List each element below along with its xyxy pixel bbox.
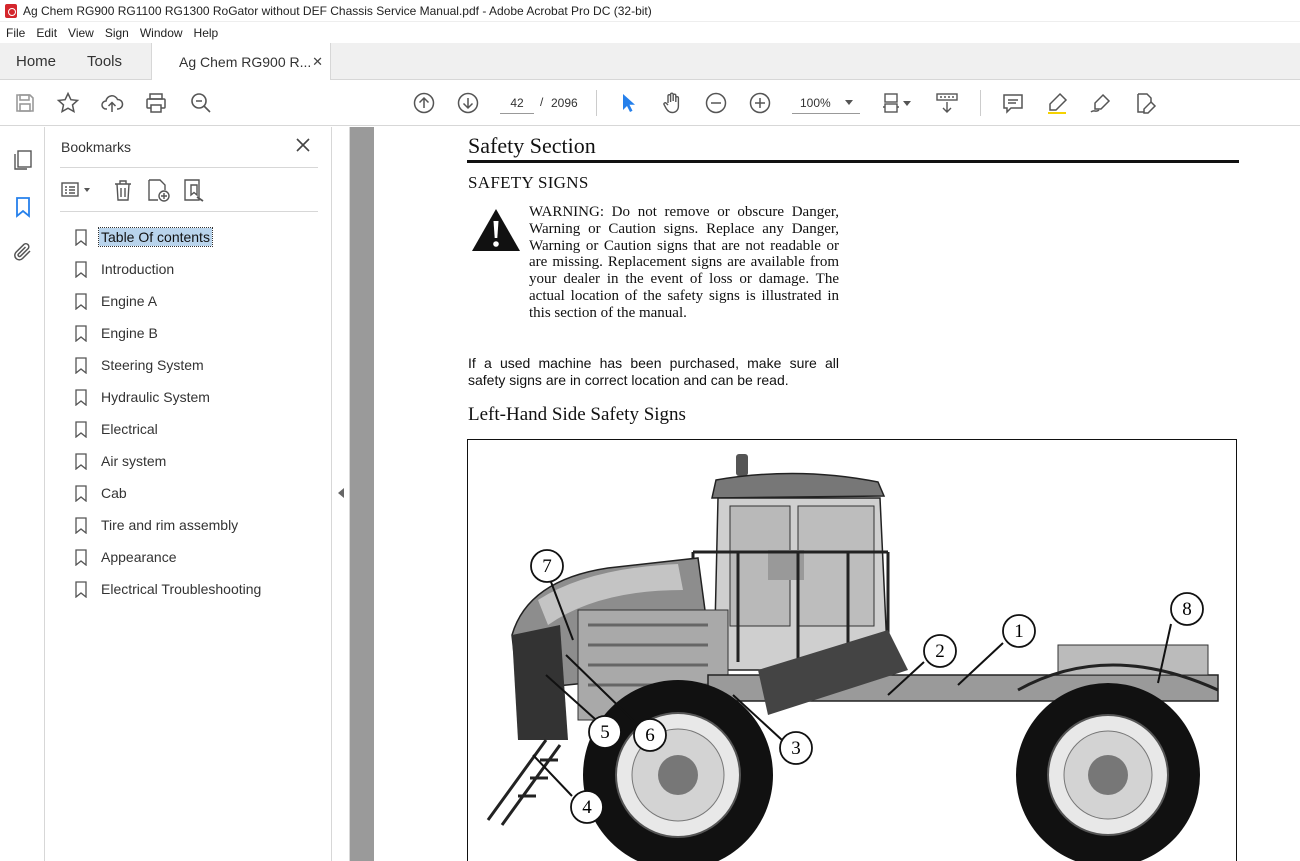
bookmark-options-icon[interactable] xyxy=(59,177,95,203)
chevron-down-icon xyxy=(845,100,853,105)
print-icon[interactable] xyxy=(144,91,168,115)
menu-window[interactable]: Window xyxy=(139,25,183,40)
safety-signs-heading: SAFETY SIGNS xyxy=(468,173,589,192)
page-number-input[interactable] xyxy=(500,92,534,114)
warning-paragraph: WARNING: Do not remove or obscure Danger, Warning or Caution signs. Replace any Danger, Warning or Caution signs that are not readable or are missing. Replacement signs are available from your dealer in the event of loss or damage. The actual location of the safety signs is illustrated in this section of the manual. xyxy=(529,204,839,321)
figure-heading: Left-Hand Side Safety Signs xyxy=(468,404,686,425)
toolbar-divider xyxy=(596,90,597,116)
save-icon[interactable] xyxy=(13,91,37,115)
bookmark-item[interactable] xyxy=(75,413,325,445)
callout-4: 4 xyxy=(582,797,592,818)
callout-5: 5 xyxy=(600,722,610,743)
bookmark-label: Hydraulic System xyxy=(101,389,210,405)
title-bar xyxy=(0,0,1300,22)
menu-edit[interactable]: Edit xyxy=(36,25,58,40)
bookmark-icon xyxy=(75,261,87,278)
collapse-arrow-icon xyxy=(338,488,344,498)
main-toolbar xyxy=(0,81,1300,126)
sprayer-illustration xyxy=(467,439,1237,861)
bookmark-icon xyxy=(75,325,87,342)
close-panel-icon[interactable] xyxy=(295,137,311,153)
bookmark-label: Electrical xyxy=(101,421,158,437)
bookmark-label: Steering System xyxy=(101,357,204,373)
scroll-mode-icon[interactable] xyxy=(935,91,959,115)
panel-title: Bookmarks xyxy=(61,139,132,155)
panel-divider xyxy=(60,211,318,212)
bookmark-icon xyxy=(75,357,87,374)
document-tab-label: Ag Chem RG900 R... xyxy=(179,53,312,70)
menu-bar xyxy=(0,22,1300,43)
menu-view[interactable]: View xyxy=(68,25,94,40)
bookmark-label: Air system xyxy=(101,453,167,469)
bookmark-icon xyxy=(75,485,87,502)
new-bookmark-icon[interactable] xyxy=(145,177,171,203)
warning-triangle-icon xyxy=(470,207,522,253)
zoom-search-icon[interactable] xyxy=(189,91,213,115)
bookmark-icon xyxy=(75,293,87,310)
bookmark-label: Cab xyxy=(101,485,127,501)
zoom-out-icon[interactable] xyxy=(704,91,728,115)
bookmark-icon xyxy=(75,453,87,470)
edit-pdf-icon[interactable] xyxy=(1133,91,1157,115)
bookmark-item[interactable] xyxy=(75,445,325,477)
bookmark-item[interactable] xyxy=(75,381,325,413)
bookmark-item[interactable] xyxy=(75,541,325,573)
upload-cloud-icon[interactable] xyxy=(100,91,124,115)
tab-home[interactable]: Home xyxy=(16,52,57,70)
bookmark-label: Table Of contents xyxy=(101,229,210,245)
bookmarks-panel-icon[interactable] xyxy=(11,195,35,219)
bookmark-item[interactable] xyxy=(75,349,325,381)
zoom-in-icon[interactable] xyxy=(748,91,772,115)
window-title: Ag Chem RG900 RG1100 RG1300 RoGator without DEF Chassis Service Manual.pdf - Adobe Acrobat Pro DC (32-bit) xyxy=(23,3,652,18)
bookmark-item[interactable] xyxy=(75,285,325,317)
menu-file[interactable]: File xyxy=(6,25,26,40)
bookmark-icon xyxy=(75,229,87,246)
bookmark-label: Appearance xyxy=(101,549,177,565)
draw-sign-icon[interactable] xyxy=(1089,91,1113,115)
comment-icon[interactable] xyxy=(1001,91,1025,115)
callout-6: 6 xyxy=(645,725,655,746)
select-cursor-icon[interactable] xyxy=(616,91,640,115)
bookmark-item[interactable] xyxy=(75,477,325,509)
callout-8: 8 xyxy=(1182,599,1192,620)
bookmark-icon xyxy=(75,421,87,438)
bookmark-icon xyxy=(75,549,87,566)
tab-tools[interactable]: Tools xyxy=(87,52,123,70)
bookmark-label: Engine B xyxy=(101,325,158,341)
bookmark-label: Electrical Troubleshooting xyxy=(101,581,262,597)
bookmark-from-selection-icon[interactable] xyxy=(181,177,207,203)
callout-2: 2 xyxy=(935,641,945,662)
callout-7: 7 xyxy=(542,556,552,577)
bookmarks-panel xyxy=(45,127,332,861)
tab-strip xyxy=(0,43,1300,80)
bookmark-star-icon[interactable] xyxy=(56,91,80,115)
highlight-pen-icon[interactable] xyxy=(1045,91,1069,115)
used-machine-paragraph: If a used machine has been purchased, make sure all safety signs are in correct location and can be read. xyxy=(468,355,839,388)
page-fit-dropdown-icon[interactable] xyxy=(901,91,913,115)
attachments-paperclip-icon[interactable] xyxy=(11,240,35,264)
bookmark-icon xyxy=(75,517,87,534)
zoom-level-value: 100% xyxy=(800,95,831,110)
bookmark-item[interactable] xyxy=(75,509,325,541)
menu-help[interactable]: Help xyxy=(193,25,219,40)
next-page-icon[interactable] xyxy=(456,91,480,115)
previous-page-icon[interactable] xyxy=(412,91,436,115)
acrobat-app-icon xyxy=(5,4,17,18)
section-title: Safety Section xyxy=(468,133,596,158)
total-pages: 2096 xyxy=(551,96,578,110)
zoom-level-dropdown[interactable] xyxy=(792,92,860,114)
close-tab-icon[interactable]: ✕ xyxy=(312,54,323,69)
bookmark-label: Introduction xyxy=(101,261,175,277)
bookmark-list xyxy=(75,221,325,605)
pdf-page xyxy=(374,127,1300,861)
page-separator: / xyxy=(540,95,544,109)
panel-collapse-handle[interactable] xyxy=(332,127,350,861)
bookmark-label: Tire and rim assembly xyxy=(101,517,239,533)
bookmark-item[interactable] xyxy=(75,573,325,605)
bookmark-item[interactable] xyxy=(75,317,325,349)
bookmark-label: Engine A xyxy=(101,293,158,309)
panel-divider xyxy=(60,167,318,168)
delete-bookmark-icon[interactable] xyxy=(110,177,136,203)
menu-sign[interactable]: Sign xyxy=(104,25,129,40)
hand-tool-icon[interactable] xyxy=(660,91,684,115)
callout-3: 3 xyxy=(791,738,801,759)
document-viewport[interactable] xyxy=(350,127,1300,861)
bookmark-item[interactable] xyxy=(75,221,325,253)
page-thumbnails-icon[interactable] xyxy=(11,148,35,172)
bookmark-icon xyxy=(75,389,87,406)
toolbar-divider xyxy=(980,90,981,116)
bookmark-item[interactable] xyxy=(75,253,325,285)
left-rail xyxy=(0,127,45,861)
tab-document[interactable] xyxy=(151,43,331,80)
title-rule xyxy=(467,160,1239,163)
callout-1: 1 xyxy=(1014,621,1024,642)
bookmark-icon xyxy=(75,581,87,598)
